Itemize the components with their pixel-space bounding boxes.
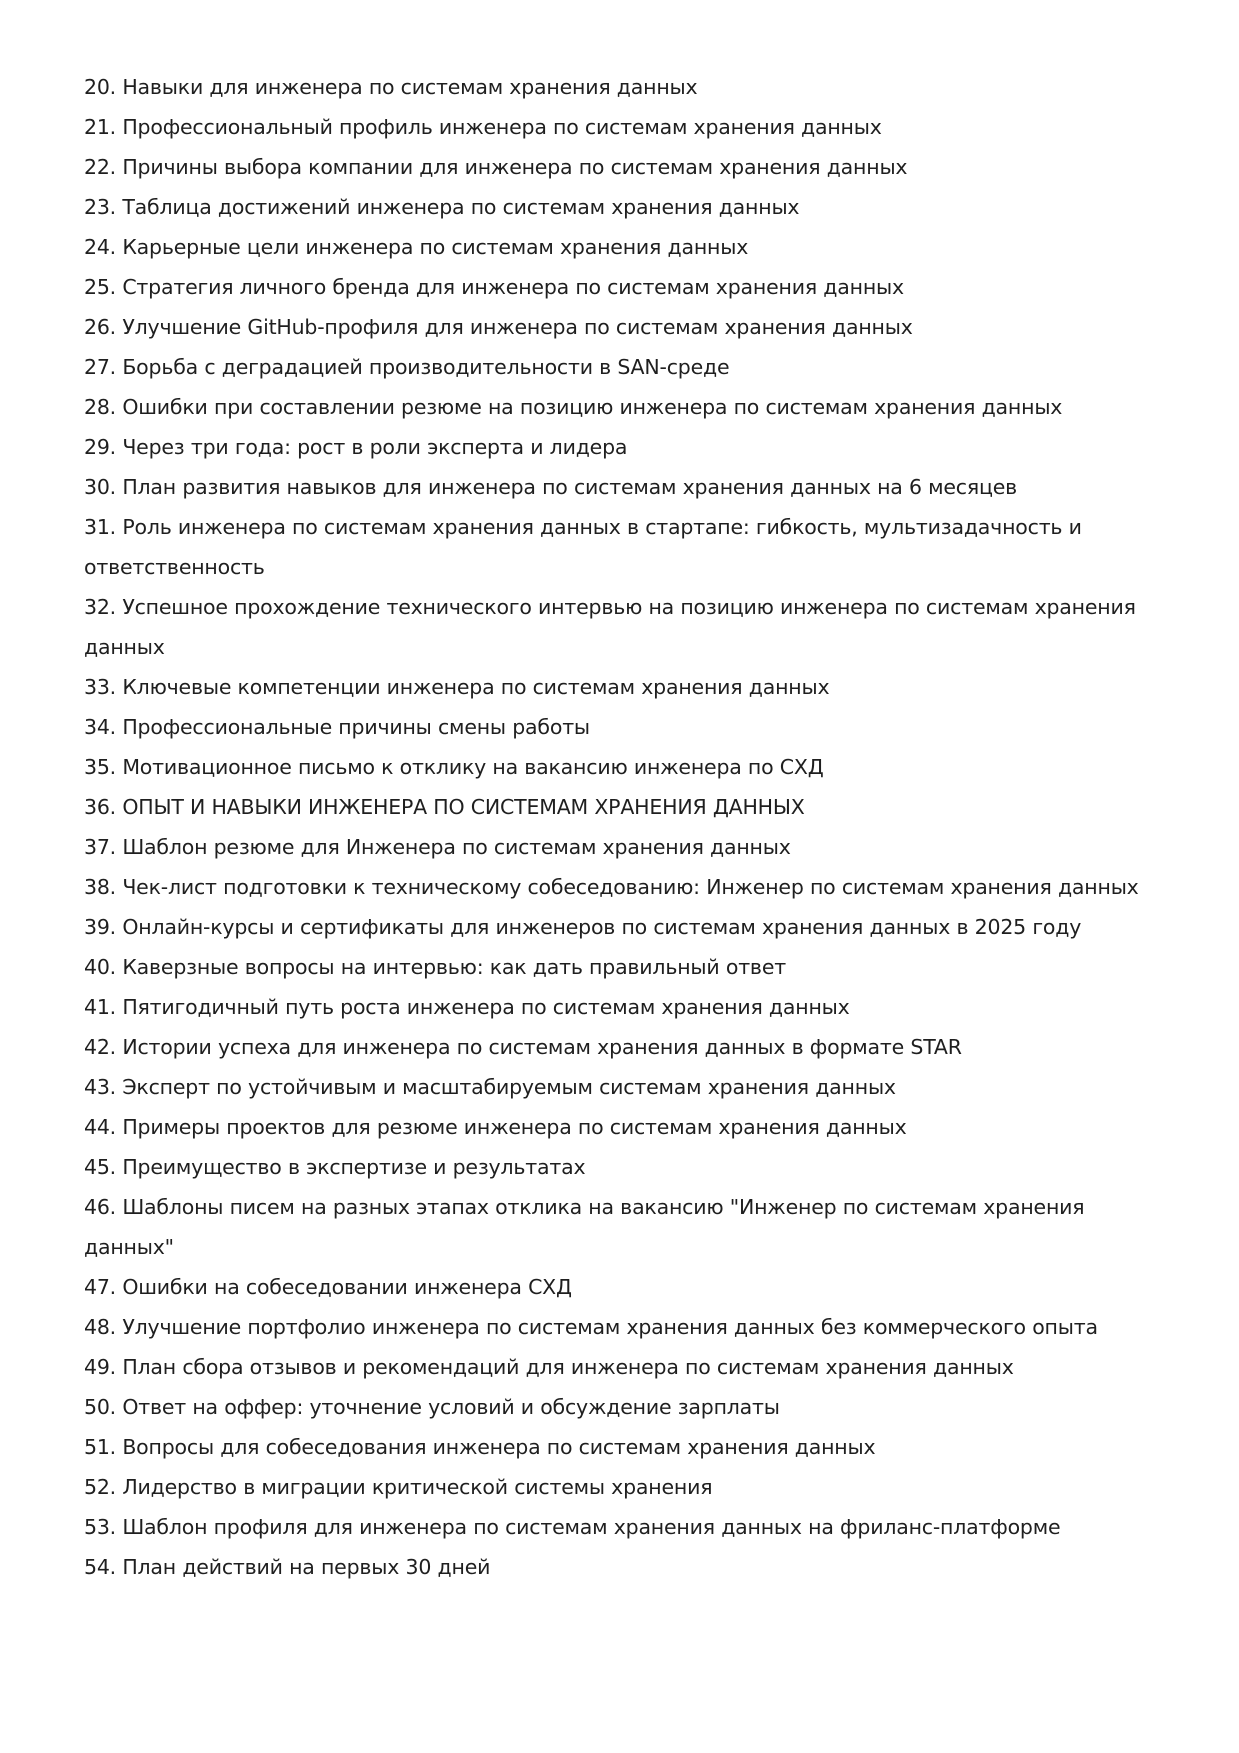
list-item: 20. Навыки для инженера по системам хранения данных <box>84 75 698 99</box>
list-item: 42. Истории успеха для инженера по системам хранения данных в формате STAR <box>84 1035 962 1059</box>
list-item: 40. Каверзные вопросы на интервью: как дать правильный ответ <box>84 955 786 979</box>
list-item: 36. ОПЫТ И НАВЫКИ ИНЖЕНЕРА ПО СИСТЕМАМ ХРАНЕНИЯ ДАННЫХ <box>84 795 805 819</box>
list-item: 26. Улучшение GitHub-профиля для инженера по системам хранения данных <box>84 315 913 339</box>
list-item: 28. Ошибки при составлении резюме на позицию инженера по системам хранения данных <box>84 395 1063 419</box>
list-item: 23. Таблица достижений инженера по системам хранения данных <box>84 195 800 219</box>
list-item: 53. Шаблон профиля для инженера по системам хранения данных на фриланс-платформе <box>84 1515 1061 1539</box>
list-item: 38. Чек-лист подготовки к техническому собеседованию: Инженер по системам хранения данных <box>84 875 1139 899</box>
list-item: 32. Успешное прохождение технического интервью на позицию инженера по системам хранения данных <box>84 595 1136 659</box>
list-item: 44. Примеры проектов для резюме инженера по системам хранения данных <box>84 1115 907 1139</box>
list-item: 45. Преимущество в экспертизе и результатах <box>84 1155 586 1179</box>
list-item: 31. Роль инженера по системам хранения данных в стартапе: гибкость, мультизадачность и ответственность <box>84 515 1082 579</box>
list-item: 49. План сбора отзывов и рекомендаций для инженера по системам хранения данных <box>84 1355 1014 1379</box>
list-item: 27. Борьба с деградацией производительности в SAN-среде <box>84 355 730 379</box>
list-item: 54. План действий на первых 30 дней <box>84 1555 491 1579</box>
list-item: 35. Мотивационное письмо к отклику на вакансию инженера по СХД <box>84 755 824 779</box>
list-item: 25. Стратегия личного бренда для инженера по системам хранения данных <box>84 275 904 299</box>
list-item: 48. Улучшение портфолио инженера по системам хранения данных без коммерческого опыта <box>84 1315 1098 1339</box>
list-item: 50. Ответ на оффер: уточнение условий и обсуждение зарплаты <box>84 1395 780 1419</box>
list-item: 43. Эксперт по устойчивым и масштабируемым системам хранения данных <box>84 1075 896 1099</box>
list-item: 21. Профессиональный профиль инженера по системам хранения данных <box>84 115 882 139</box>
table-of-contents-list <box>84 67 1169 1587</box>
list-item: 29. Через три года: рост в роли эксперта и лидера <box>84 435 628 459</box>
list-item: 34. Профессиональные причины смены работы <box>84 715 590 739</box>
list-item: 22. Причины выбора компании для инженера по системам хранения данных <box>84 155 908 179</box>
list-item: 33. Ключевые компетенции инженера по системам хранения данных <box>84 675 830 699</box>
list-item: 37. Шаблон резюме для Инженера по системам хранения данных <box>84 835 791 859</box>
list-item: 30. План развития навыков для инженера по системам хранения данных на 6 месяцев <box>84 475 1018 499</box>
list-item: 51. Вопросы для собеседования инженера по системам хранения данных <box>84 1435 876 1459</box>
list-item: 39. Онлайн-курсы и сертификаты для инженеров по системам хранения данных в 2025 году <box>84 915 1082 939</box>
list-item: 52. Лидерство в миграции критической системы хранения <box>84 1475 713 1499</box>
list-item: 41. Пятигодичный путь роста инженера по системам хранения данных <box>84 995 850 1019</box>
list-item: 46. Шаблоны писем на разных этапах отклика на вакансию "Инженер по системам хранения данных" <box>84 1195 1085 1259</box>
list-item: 24. Карьерные цели инженера по системам хранения данных <box>84 235 749 259</box>
list-item: 47. Ошибки на собеседовании инженера СХД <box>84 1275 572 1299</box>
